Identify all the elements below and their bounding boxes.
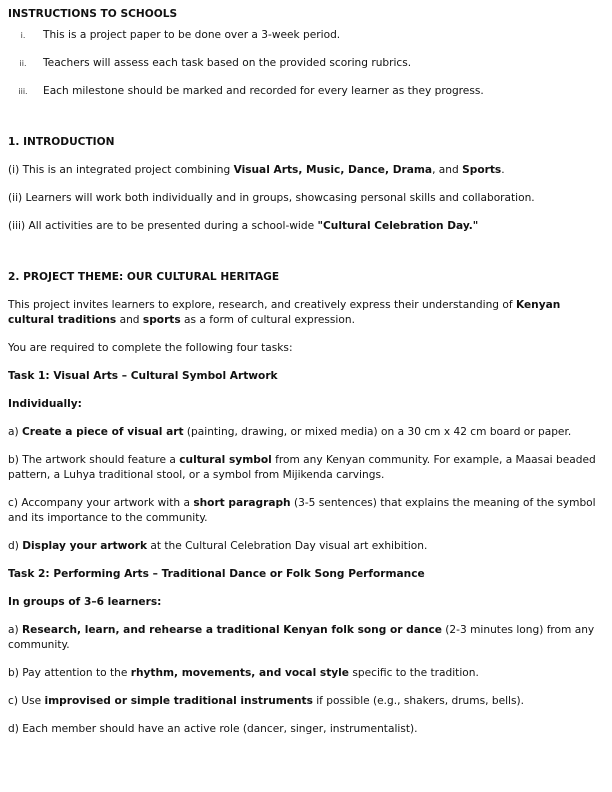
list-item [8, 56, 598, 71]
intro-paragraph-3: (iii) All activities are to be presented during a school-wide "Cultural Celebration Day." [8, 220, 479, 232]
task1-item-b: b) The artwork should feature a cultural symbol from any Kenyan community. For example, a Maasai beaded pattern, a Luhya traditional stool, or a symbol from Mijikenda carvings. [8, 454, 596, 481]
list-numeral: i. [20, 31, 26, 40]
intro-paragraph-1: (i) This is an integrated project combining Visual Arts, Music, Dance, Drama, and Sports. [8, 164, 505, 176]
theme-paragraph-2: You are required to complete the following four tasks: [8, 342, 293, 354]
task2-item-a: a) Research, learn, and rehearse a traditional Kenyan folk song or dance (2-3 minutes long) from any community. [8, 624, 595, 651]
list-item-text: Each milestone should be marked and recorded for every learner as they progress. [43, 85, 484, 97]
task1-heading: Task 1: Visual Arts – Cultural Symbol Artwork [8, 370, 278, 382]
list-item-text: This is a project paper to be done over a 3-week period. [43, 29, 341, 41]
theme-paragraph-1: This project invites learners to explore, research, and creatively express their understanding of Kenyan cultural traditions and sports as a form of cultural expression. [8, 299, 561, 326]
list-item-text: Teachers will assess each task based on the provided scoring rubrics. [43, 57, 412, 69]
task1-subheading: Individually: [8, 398, 82, 410]
list-numeral: ii. [19, 59, 27, 68]
intro-paragraph-2: (ii) Learners will work both individually and in groups, showcasing personal skills and collaboration. [8, 192, 535, 204]
list-item [8, 28, 598, 43]
task2-subheading: In groups of 3–6 learners: [8, 596, 162, 608]
task2-heading: Task 2: Performing Arts – Traditional Dance or Folk Song Performance [8, 568, 425, 580]
instructions-heading: INSTRUCTIONS TO SCHOOLS [8, 8, 178, 20]
task2-item-c: c) Use improvised or simple traditional instruments if possible (e.g., shakers, drums, bells). [8, 695, 524, 707]
list-item [8, 84, 598, 99]
task1-item-d: d) Display your artwork at the Cultural Celebration Day visual art exhibition. [8, 540, 428, 552]
list-numeral: iii. [18, 87, 28, 96]
instructions-list [8, 28, 598, 99]
task2-item-d: d) Each member should have an active role (dancer, singer, instrumentalist). [8, 723, 418, 735]
task2-item-b: b) Pay attention to the rhythm, movements, and vocal style specific to the tradition. [8, 667, 479, 679]
document-page [8, 7, 598, 737]
task1-item-c: c) Accompany your artwork with a short paragraph (3-5 sentences) that explains the meaning of the symbol and its importance to the community. [8, 497, 596, 524]
intro-heading: 1. INTRODUCTION [8, 136, 115, 148]
task1-item-a: a) Create a piece of visual art (painting, drawing, or mixed media) on a 30 cm x 42 cm board or paper. [8, 426, 572, 438]
theme-heading: 2. PROJECT THEME: OUR CULTURAL HERITAGE [8, 271, 280, 283]
